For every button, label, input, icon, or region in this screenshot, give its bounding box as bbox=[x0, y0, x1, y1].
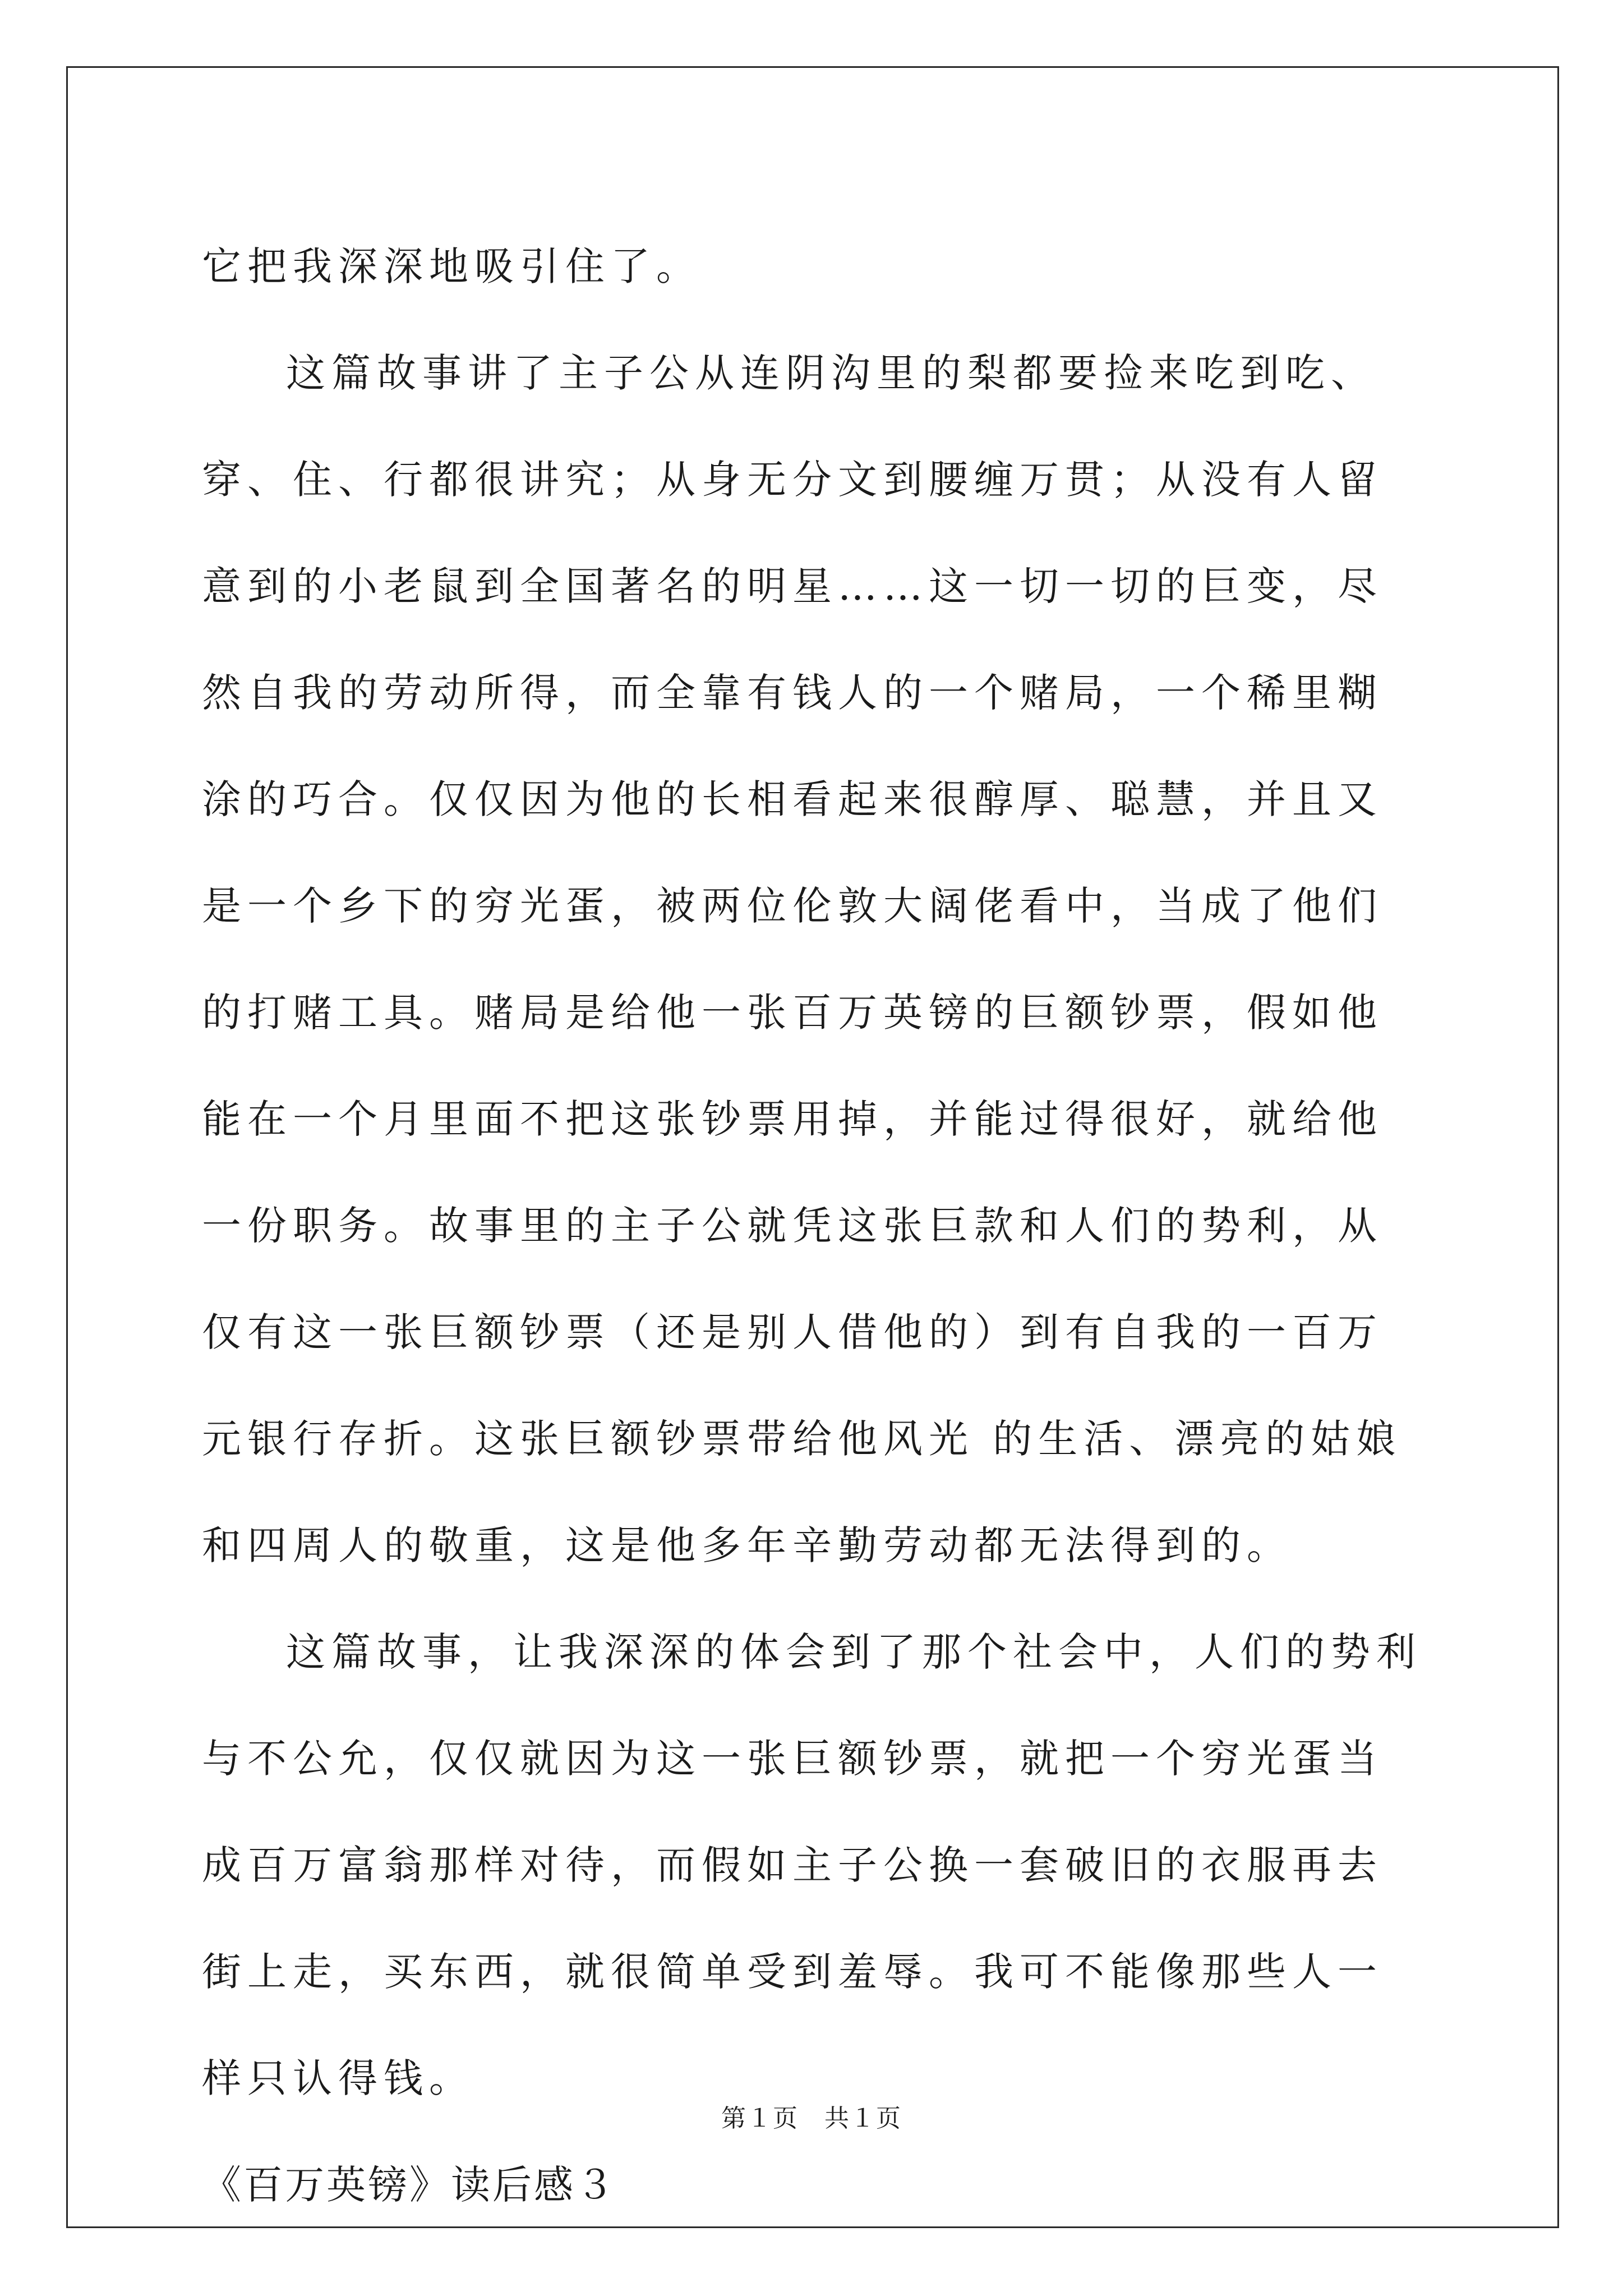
page-footer: 第１页 共１页 bbox=[721, 2104, 902, 2133]
document-body bbox=[202, 213, 1424, 2238]
paragraph-1: 它把我深深地吸引住了。 bbox=[202, 243, 702, 289]
paragraph-3: 这篇故事，让我深深的体会到了那个社会中，人们的势利与不公允，仅仅就因为这一张巨额钞票，就把一个穷光蛋当成百万富翁那样对待，而假如主子公换一套破旧的衣服再去街上走，买东西，就很简单受到羞辱。我可不能像那些人一样只认得钱。 bbox=[202, 1629, 1422, 2101]
section-heading: 《百万英镑》读后感３ bbox=[202, 2162, 617, 2208]
paragraph-2: 这篇故事讲了主子公从连阴沟里的梨都要捡来吃到吃、穿、住、行都很讲究；从身无分文到腰缠万贯；从没有人留意到的小老鼠到全国著名的明星……这一切一切的巨变，尽然自我的劳动所得，而全靠有钱人的一个赌局，一个稀里糊涂的巧合。仅仅因为他的长相看起来很醇厚、聪慧，并且又是一个乡下的穷光蛋，被两位伦敦大阔佬看中，当成了他们的打赌工具。赌局是给他一张百万英镑的巨额钞票，假如他能在一个月里面不把这张钞票用掉，并能过得很好，就给他一份职务。故事里的主子公就凭这张巨款和人们的势利，从仅有这一张巨额钞票（还是别人借他的）到有自我的一百万元银行存折。这张巨额钞票带给他风光 的生活、漂亮的姑娘和四周人的敬重，这是他多年辛勤劳动都无法得到的。 bbox=[202, 350, 1402, 1568]
